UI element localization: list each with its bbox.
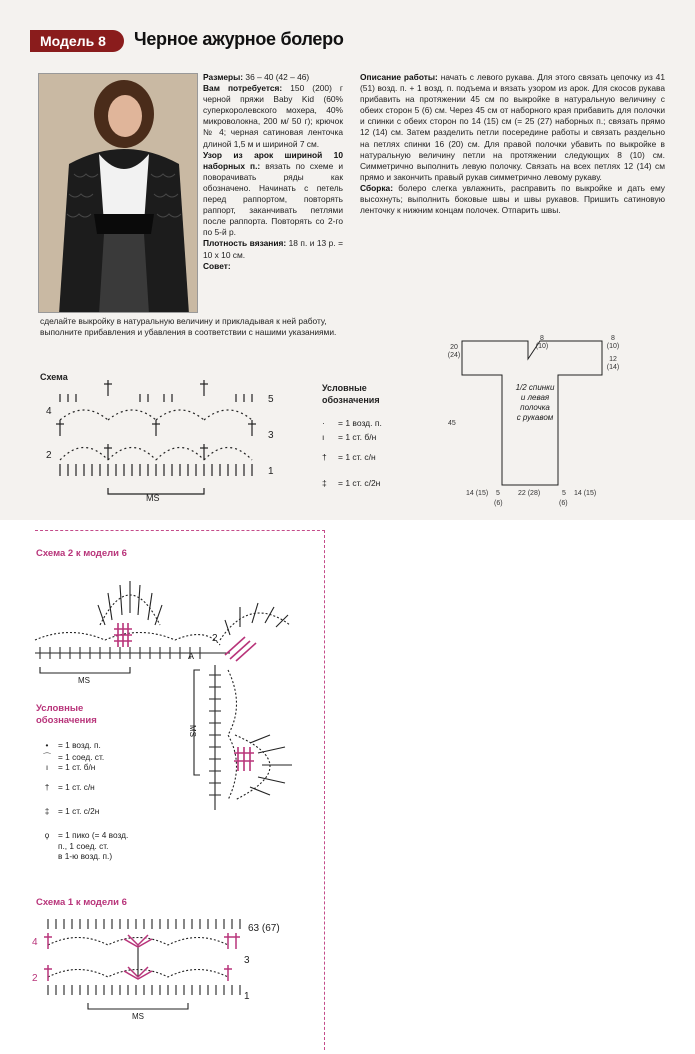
label-a: A [188, 651, 195, 661]
row-label-4: 4 [46, 406, 52, 417]
legend2-item-picot: ϙ = 1 пико (= 4 возд. п., 1 соед. ст. в 1-ю возд. п.) [44, 830, 129, 861]
legend-title: Условные обозначения [322, 383, 380, 405]
legend-item-chain: · = 1 возд. п. [322, 418, 382, 428]
row-label-3: 3 [244, 955, 250, 966]
row-label-4: 4 [32, 937, 38, 948]
label-2: 2 [212, 633, 218, 644]
schema1-title: Схема 1 к модели 6 [36, 897, 127, 908]
advice-text: сделайте выкройку в натуральную величину и прикладывая к ней работу, выполните прибавления и убавления в соответствии с нашими указаниями. [40, 316, 337, 338]
legend2-title: Условные обозначения [36, 703, 97, 726]
dim-bottom-2-sub: (6) [494, 500, 503, 507]
dim-right-top: 8 (10) [606, 335, 620, 350]
page-title: Черное ажурное болеро [134, 29, 344, 49]
model-photo [38, 73, 198, 313]
legend-main [322, 418, 432, 498]
dim-bottom-3: 22 (28) [518, 490, 541, 497]
row-label-2: 2 [46, 450, 52, 461]
row-label-5: 5 [268, 394, 274, 405]
dim-bottom-4-sub: (6) [559, 500, 568, 507]
legend2-item-tr: ‡ = 1 ст. с/2н [44, 806, 100, 816]
ms-label-vertical: MS [188, 725, 197, 737]
legend2-item-slip: ⌒ = 1 соед. ст. [42, 752, 105, 762]
dim-bottom-2: 5 [496, 490, 500, 497]
dim-bottom-1: 14 (15) [466, 490, 489, 497]
schema-title: Схема [40, 372, 68, 382]
row-label-2: 2 [32, 973, 38, 984]
dim-left-top: 20 (24) [447, 344, 461, 359]
ms-label: MS [132, 1012, 144, 1021]
dim-left-side: 45 [448, 420, 456, 427]
legend2-item-dc: † = 1 ст. с/н [44, 782, 95, 792]
legend-item-sc: ı = 1 ст. б/н [322, 432, 377, 442]
row-label-3: 3 [268, 430, 274, 441]
row-label-1: 1 [268, 466, 274, 477]
ms-label: MS [146, 493, 160, 503]
row-label-1: 1 [244, 991, 250, 1002]
legend2-item-sc: ı = 1 ст. б/н [45, 762, 96, 772]
crochet-schema-main [38, 380, 288, 505]
row-1 [60, 464, 252, 476]
legend-2 [36, 740, 186, 862]
description-column: Описание работы: начать с левого рукава. Для этого связать цепочку из 41 (51) возд. п. + 1 возд. п. подъема и вязать узором из арок. Для скосов рукава прибавить на протяжении 45 см по выкройке в натуральную величину с обеих сторон 5 (6) см. Через 45 см от наборного края прибавить для полочки и спинки с обеих сторон по 14 (15) см (= 25 (27) наборных п.; связать прямо 12 (14) см. Затем разделить петли посередине работы и связать раздельно на петлях спинки 16 (20) см. Для правой полочки убавить по выкройке в натуральную величину петли на протяжении следующих 8 (10) см. Симметрично выполнить левую полочку. Связать на всех петлях 12 (14) см прямо и закончить правый рукав симметрично левому рукаву. Сборка: болеро слегка увлажнить, расправить по выкройке и дать ему высохнуть; выполнить боковые швы и швы рукавов. Пришить сатиновую ленточку к нижним концам полочек. Отпарить швы. [360, 72, 665, 216]
dim-bottom-5: 14 (15) [574, 490, 597, 497]
legend-item-tr: ‡ = 1 ст. с/2н [322, 478, 381, 488]
dim-right-mid: 12 (14) [606, 356, 620, 371]
schema2-title: Схема 2 к модели 6 [36, 548, 127, 559]
legend-item-dc: † = 1 ст. с/н [322, 452, 376, 462]
legend2-item-chain: • = 1 возд. п. [45, 740, 101, 750]
stitch-count: 63 (67) [248, 923, 280, 934]
dim-bottom-4: 5 [562, 490, 566, 497]
diagram-center-label: 1/2 спинки и левая полочка с рукавом [515, 383, 555, 422]
model-badge: Модель 8 [30, 30, 124, 52]
dim-mid-top: 8 (10) [535, 335, 549, 350]
crochet-schema-1 [28, 915, 298, 1025]
ms-label-horizontal: MS [78, 676, 90, 685]
materials-column: Размеры: 36 – 40 (42 – 46) Вам потребуется: 150 (200) г черной пряжи Baby Kid (60% суперкоролевского мохера, 40% микроволокна, 200 м/ 50 г); крючок № 4; черная сатиновая ленточка длиной 1,5 м и шириной 7 см. Узор из арок шириной 10 наборных п.: вязать по схеме и поворачивать ряды как обозначено. Начинать с петель перед раппортом, повторять раппорт, заканчивать петлями после раппорта. Повторять со 2-го по 5-й р. Плотность вязания: 18 п. и 13 р. = 10 х 10 см. Совет: [203, 72, 344, 271]
